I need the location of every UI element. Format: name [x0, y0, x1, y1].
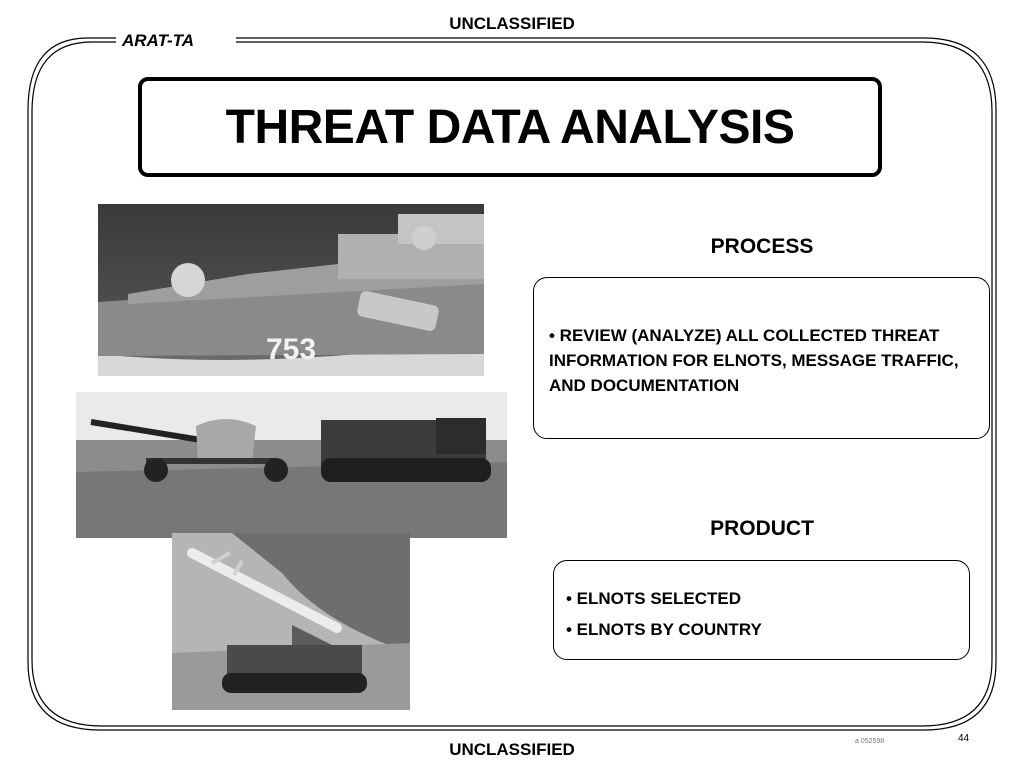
hull-number: 753 — [266, 333, 317, 366]
warship-photo — [98, 204, 484, 376]
classification-banner-top: UNCLASSIFIED — [449, 14, 575, 33]
title-box — [138, 77, 882, 177]
process-description: • REVIEW (ANALYZE) ALL COLLECTED THREAT INFORMATION FOR ELNOTS, MESSAGE TRAFFIC, AND DOCUMENTATION — [549, 326, 959, 395]
process-heading: PROCESS — [710, 235, 814, 258]
page-number: 44 — [958, 733, 970, 744]
list-item: • ELNOTS SELECTED — [566, 589, 742, 608]
list-item: • ELNOTS BY COUNTRY — [566, 620, 762, 639]
missile-launcher-photo — [172, 533, 410, 710]
footer-code: a 052598 — [855, 738, 885, 745]
product-list — [566, 583, 762, 645]
product-heading: PRODUCT — [710, 517, 814, 540]
org-label: ARAT-TA — [122, 31, 195, 50]
classification-banner-bottom: UNCLASSIFIED — [449, 740, 575, 759]
slide-title: THREAT DATA ANALYSIS — [225, 100, 795, 154]
towed-artillery-photo — [76, 392, 507, 538]
